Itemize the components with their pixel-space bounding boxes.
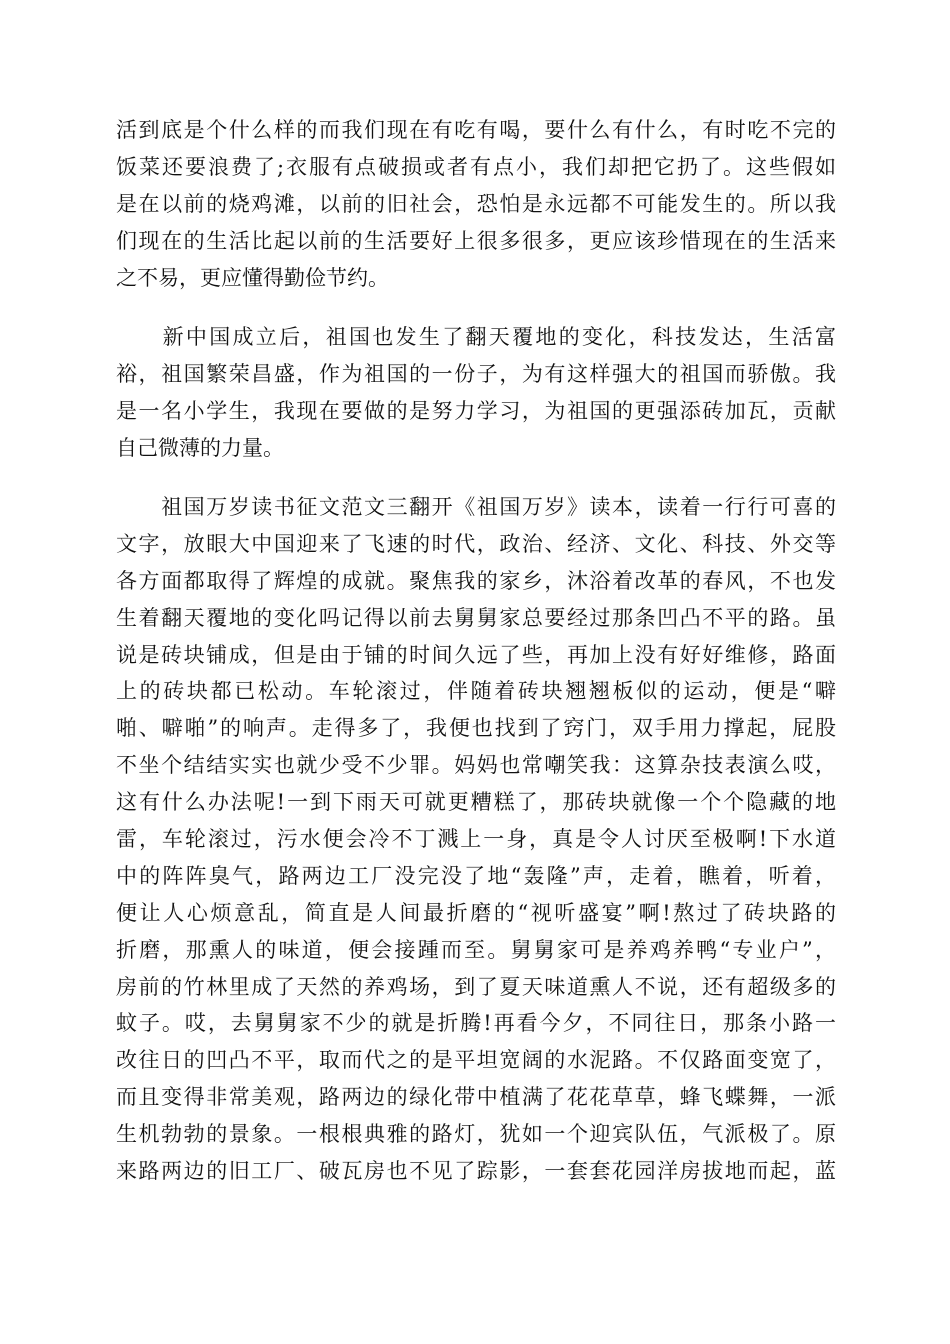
text-line: 裕，祖国繁荣昌盛，作为祖国的一份子，为有这样强大的祖国而骄傲。我 bbox=[116, 361, 836, 386]
text-line: 便让人心烦意乱，简直是人间最折磨的“视听盛宴”啊!熬过了砖块路的 bbox=[116, 900, 836, 925]
text-line: 雷，车轮滚过，污水便会冷不丁溅上一身，真是令人讨厌至极啊!下水道 bbox=[116, 827, 836, 852]
text-line: 各方面都取得了辉煌的成就。聚焦我的家乡，沐浴着改革的春风，不也发 bbox=[116, 568, 836, 593]
text-line: 祖国万岁读书征文范文三翻开《祖国万岁》读本，读着一行行可喜的 bbox=[116, 495, 836, 519]
text-line: 饭菜还要浪费了;衣服有点破损或者有点小，我们却把它扔了。这些假如 bbox=[116, 154, 836, 179]
text-line: 不坐个结结实实也就少受不少罪。妈妈也常嘲笑我：这算杂技表演么哎， bbox=[116, 753, 836, 778]
text-line: 折磨，那熏人的味道，便会接踵而至。舅舅家可是养鸡养鸭“专业户”， bbox=[116, 937, 836, 962]
text-line: 房前的竹林里成了天然的养鸡场，到了夏天味道熏人不说，还有超级多的 bbox=[116, 974, 836, 999]
text-line: 来路两边的旧工厂、破瓦房也不见了踪影，一套套花园洋房拔地而起，蓝 bbox=[116, 1159, 836, 1184]
text-line: 是一名小学生，我现在要做的是努力学习，为祖国的更强添砖加瓦，贡献 bbox=[116, 398, 836, 423]
text-line: 而且变得非常美观，路两边的绿化带中植满了花花草草，蜂飞蝶舞，一派 bbox=[116, 1085, 836, 1110]
text-line: 说是砖块铺成，但是由于铺的时间久远了些，再加上没有好好维修，路面 bbox=[116, 642, 836, 667]
text-line: 生着翻天覆地的变化吗记得以前去舅舅家总要经过那条凹凸不平的路。虽 bbox=[116, 605, 836, 630]
text-line: 生机勃勃的景象。一根根典雅的路灯，犹如一个迎宾队伍，气派极了。原 bbox=[116, 1122, 836, 1147]
paragraph-3 bbox=[116, 489, 836, 1190]
text-line: 改往日的凹凸不平，取而代之的是平坦宽阔的水泥路。不仅路面变宽了， bbox=[116, 1048, 836, 1073]
text-line: 蚊子。哎，去舅舅家不少的就是折腾!再看今夕，不同往日，那条小路一 bbox=[116, 1011, 836, 1036]
text-line: 之不易，更应懂得勤俭节约。 bbox=[116, 265, 389, 290]
text-line: 啪、噼啪”的响声。走得多了，我便也找到了窍门，双手用力撑起，屁股 bbox=[116, 716, 836, 741]
text-line: 活到底是个什么样的而我们现在有吃有喝，要什么有什么，有时吃不完的 bbox=[116, 118, 836, 142]
text-line: 是在以前的烧鸡滩，以前的旧社会，恐怕是永远都不可能发生的。所以我 bbox=[116, 191, 836, 216]
paragraph-1 bbox=[116, 112, 836, 296]
text-line: 上的砖块都已松动。车轮滚过，伴随着砖块翘翘板似的运动，便是“噼 bbox=[116, 679, 836, 704]
paragraph-2 bbox=[116, 319, 836, 467]
text-line: 们现在的生活比起以前的生活要好上很多很多，更应该珍惜现在的生活来 bbox=[116, 228, 836, 253]
text-line: 文字，放眼大中国迎来了飞速的时代，政治、经济、文化、科技、外交等 bbox=[116, 531, 836, 556]
text-line: 中的阵阵臭气，路两边工厂没完没了地“轰隆”声，走着，瞧着，听着， bbox=[116, 863, 836, 888]
text-line: 这有什么办法呢!一到下雨天可就更糟糕了，那砖块就像一个个隐藏的地 bbox=[116, 790, 836, 815]
text-line: 新中国成立后，祖国也发生了翻天覆地的变化，科技发达，生活富 bbox=[116, 325, 836, 349]
text-line: 自己微薄的力量。 bbox=[116, 435, 284, 460]
